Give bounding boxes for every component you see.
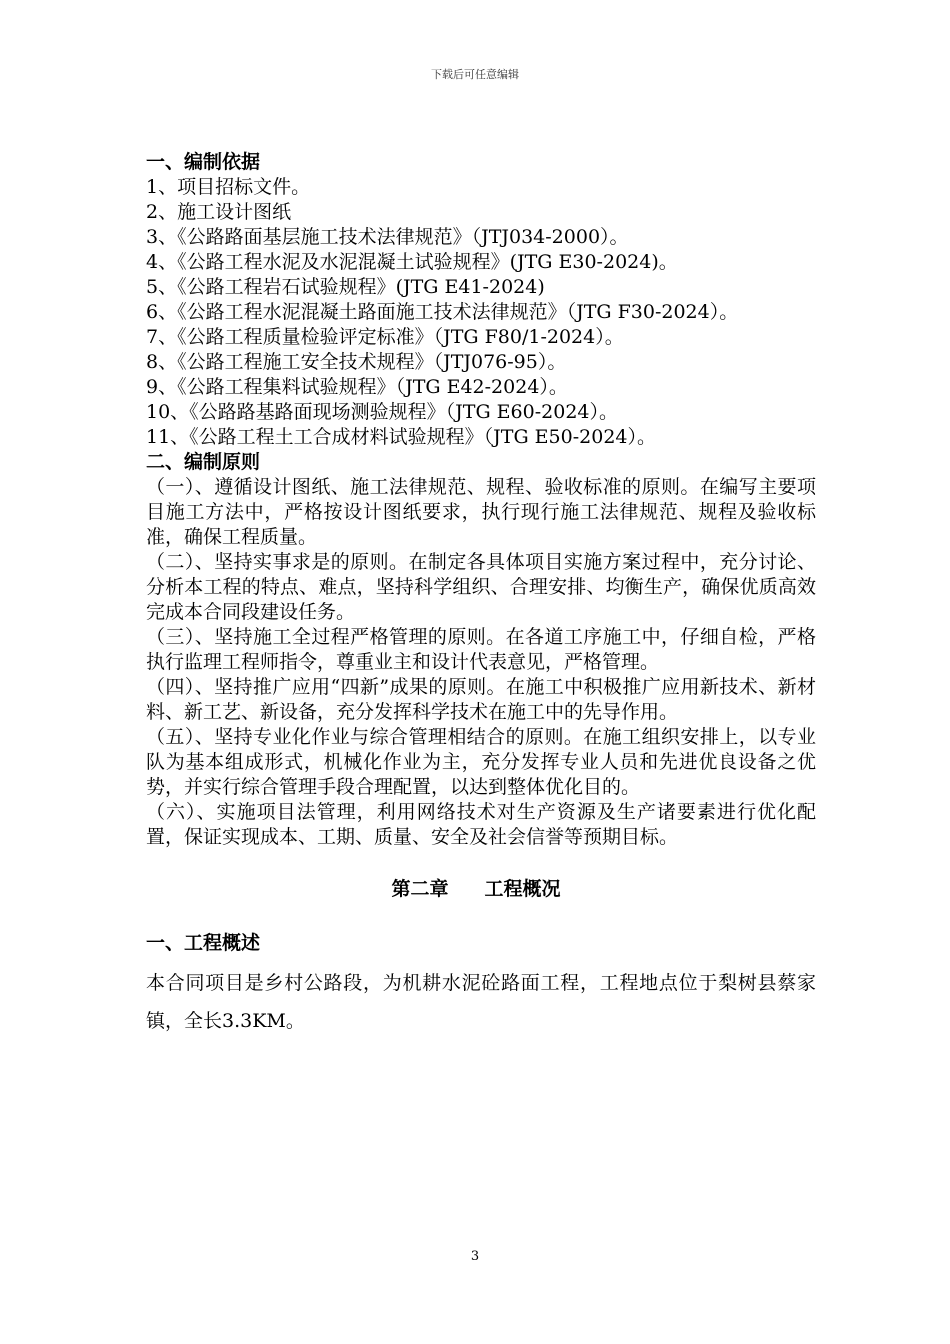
- list-item: 3、《公路路面基层施工技术法律规范》（JTJ034-2000）。: [146, 226, 629, 248]
- principle-paragraph: （二）、坚持实事求是的原则。在制定各具体项目实施方案过程中，充分讨论、分析本工程的特点、难点，坚持科学组织、合理安排、均衡生产，确保优质高效完成本合同段建设任务。: [146, 551, 816, 623]
- page-header: 下载后可任意编辑: [431, 68, 519, 81]
- chapter-title: 工程概况: [484, 878, 561, 900]
- list-item: 7、《公路工程质量检验评定标准》（JTG F80/1-2024）。: [146, 326, 624, 348]
- list-item: 4、《公路工程水泥及水泥混凝土试验规程》(JTG E30-2024)。: [146, 251, 678, 273]
- list-item: 11、《公路工程土工合成材料试验规程》（JTG E50-2024）。: [146, 426, 657, 448]
- list-item: 9、《公路工程集料试验规程》（JTG E42-2024）。: [146, 376, 568, 398]
- principle-paragraph: （一）、遵循设计图纸、施工法律规范、规程、验收标准的原则。在编写主要项目施工方法中，严格按设计图纸要求，执行现行施工法律规范、规程及验收标准，确保工程质量。: [146, 476, 816, 548]
- principle-paragraph: （四）、坚持推广应用“四新”成果的原则。在施工中积极推广应用新技术、新材料、新工艺、新设备，充分发挥科学技术在施工中的先导作用。: [146, 676, 816, 723]
- page-content: [146, 150, 816, 1040]
- principle-paragraph: （六）、实施项目法管理，利用网络技术对生产资源及生产诸要素进行优化配置，保证实现成本、工期、质量、安全及社会信誉等预期目标。: [146, 801, 816, 848]
- list-item: 1、项目招标文件。: [146, 176, 311, 198]
- section-1-title: 一、编制依据: [146, 151, 261, 173]
- principles-list: [146, 475, 816, 850]
- section-3-title: 一、工程概述: [146, 932, 261, 954]
- chapter-heading: [146, 872, 816, 906]
- principle-paragraph: （五）、坚持专业化作业与综合管理相结合的原则。在施工组织安排上，以专业队为基本组成形式，机械化作业为主，充分发挥专业人员和先进优良设备之优势，并实行综合管理手段合理配置，以达到整体优化目的。: [146, 726, 816, 798]
- overview-paragraph: 本合同项目是乡村公路段，为机耕水泥砼路面工程，工程地点位于梨树县蔡家镇，全长3.3KM。: [146, 972, 816, 1032]
- page-number: 3: [470, 1249, 480, 1264]
- list-item: 8、《公路工程施工安全技术规程》（JTJ076-95）。: [146, 351, 567, 373]
- list-item: 10、《公路路基路面现场测验规程》（JTG E60-2024）。: [146, 401, 619, 423]
- list-item: 6、《公路工程水泥混凝土路面施工技术法律规范》（JTG F30-2024）。: [146, 301, 739, 323]
- section-2-title: 二、编制原则: [146, 451, 261, 473]
- list-item: 2、施工设计图纸: [146, 201, 292, 223]
- list-item: 5、《公路工程岩石试验规程》(JTG E41-2024): [146, 276, 545, 298]
- reference-list: [146, 175, 816, 450]
- principle-paragraph: （三）、坚持施工全过程严格管理的原则。在各道工序施工中，仔细自检，严格执行监理工程师指令，尊重业主和设计代表意见，严格管理。: [146, 626, 816, 673]
- chapter-number: 第二章: [391, 878, 449, 900]
